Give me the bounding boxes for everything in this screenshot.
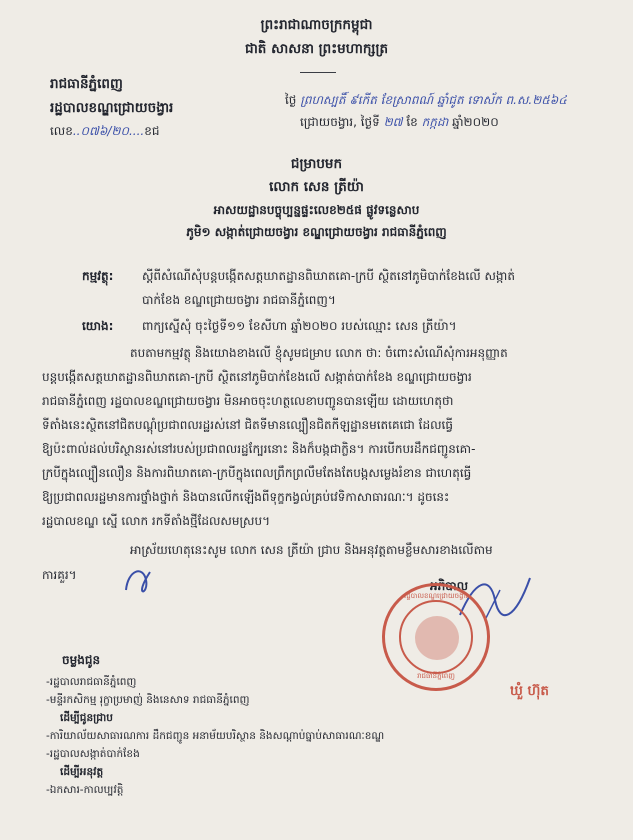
cc-for-action-heading: ដើម្បីអនុវត្ត [60,766,104,778]
body-line: រដ្ឋបាលខណ្ឌ ស្នើ លោក រកទីតាំងថ្មីដែលសមស្រប។ [42,514,271,528]
recipient-address-2: ភូមិ១ សង្កាត់ជ្រោយចង្វារ ខណ្ឌជ្រោយចង្វារ រាជធានីភ្នំពេញ [186,225,447,239]
cc-heading: ចម្លងជូន [62,653,101,667]
seal-top-text: រដ្ឋបាលខណ្ឌជ្រោយចង្វារ [404,592,468,600]
closing-line-2: ការគួរ។ [42,568,77,582]
body-line: ក្របីក្នុងល្បឿនលឿន និងការពិឃាតគោ-ក្របីក្នុងពេលព្រឹកព្រលឹមតែងតែបង្កសម្លេងរំខាន ជាហេតុធ្វើ [42,466,472,480]
body-line: រាជធានីភ្នំពេញ រដ្ឋបាលខណ្ឌជ្រោយចង្វារ មិនអាចចុះហត្ថលេខាបញ្ជូនបានឡើយ ដោយហេតុថា [42,394,454,408]
closing-line-1: អាស្រ័យហេតុនេះសូម លោក សេន ត្រីយ៉ា ជ្រាប និងអនុវត្តតាមខ្លឹមសារខាងលើតាម [130,543,493,557]
reference-label: យោង: [82,319,114,333]
cc-item: -រដ្ឋបាលរាជធានីភ្នំពេញ [46,676,137,688]
signatory-name: ឃួំ ហ៊ុត [510,683,549,699]
body-line: ឱ្យប្រជាពលរដ្ឋមានការថ្នាំងថ្នាក់ និងបានលើកឡើងពីទុក្ខកង្វល់គ្រប់វេទិកាសាធារណៈ។ ដូចនេះ [42,490,450,504]
cc-item: -ឯកសារ-កាលប្បវត្តិ [46,784,124,796]
subject-line-1: ស្ដីពីសំណើសុំបន្តបង្កើតសត្តឃាតដ្ឋានពិឃាតគោ-ក្របី ស្ថិតនៅភូមិបាក់ខែងលើ សង្កាត់ [142,269,515,283]
national-motto: ជាតិ សាសនា ព្រះមហាក្សត្រ [244,41,389,57]
body-line: បន្តបង្កើតសត្តឃាតដ្ឋានពិឃាតគោ-ក្របី ស្ថិតនៅភូមិបាក់ខែងលើ សង្កាត់បាក់ខែង ខណ្ឌជ្រោយចង្វារ [42,370,472,384]
authority-name: រាជធានីភ្នំពេញ [50,76,123,92]
official-seal [382,583,490,691]
recipient-address-1: អាសយដ្ឋានបច្ចុប្បន្នផ្ទះលេខ២៥ផ ផ្លូវទន្លេសាប [213,203,420,217]
subject-line-2: បាក់ខែង ខណ្ឌជ្រោយចង្វារ រាជធានីភ្នំពេញ។ [142,293,336,307]
kingdom-title: ព្រះរាជាណាចក្រកម្ពុជា [260,17,373,33]
lunar-date: ថ្ងៃ ព្រហស្បតិ៍ ៩កើត ខែស្រាពណ៍ ឆ្នាំជូត ទោស័ក ព.ស.២៥៦៤ [285,93,567,107]
signatory-title: អភិបាល [430,579,469,593]
subject-label: កម្មវត្ថុ: [82,269,114,283]
reference-number: លេខ..០៧៦/២០....ខជ [50,124,160,138]
cc-item: -មន្ទីរកសិកម្ម រុក្ខាប្រមាញ់ និងនេសាទ រាជធានីភ្នំពេញ [46,694,250,706]
initial-mark [118,560,158,600]
body-line: តបតាមកម្មវត្ថុ និងយោងខាងលើ ខ្ញុំសូមជម្រាប លោក ថា: ចំពោះសំណើសុំការអនុញ្ញាត [130,346,508,360]
district-admin-name: រដ្ឋបាលខណ្ឌជ្រោយចង្វារ [50,100,174,116]
body-line: ទីតាំងនេះស្ថិតនៅជិតបណ្ដុំប្រជាពលរដ្ឋរស់នៅ ជិតទីមានល្បឿនជិតកីឡដ្ឋានមតេគេជោ ដែលធ្វើ [42,418,453,432]
solar-date: ជ្រោយចង្វារ, ថ្ងៃទី ២៧ ខែ កក្កដា ឆ្នាំ២០២០ [300,115,499,129]
cc-for-info-heading: ដើម្បីជូនជ្រាប [60,712,113,724]
cc-item: -រដ្ឋបាលសង្កាត់បាក់ខែង [46,748,140,760]
reference-text: ពាក្យស្នើសុំ ចុះថ្ងៃទី១១ ខែសីហា ឆ្នាំ២០២០ របស់ឈ្មោះ សេន ត្រីយ៉ា។ [142,319,457,333]
cc-item: -ការិយាល័យសាធារណការ ដឹកជញ្ជូន អនាម័យបរិស្ថាន និងសណ្តាប់ធ្នាប់សាធារណៈខណ្ឌ [46,730,385,742]
to-label: ជម្រាបមក [290,156,343,172]
seal-bottom-text: រាជធានីភ្នំពេញ [417,672,455,680]
motto-divider [300,72,336,73]
recipient-name: លោក សេន ត្រីយ៉ា [269,179,364,195]
body-line: ឱ្យប៉ះពាល់ដល់បរិស្ថានរស់នៅរបស់ប្រជាពលរដ្ឋក្បែរនោះ និងក៏បង្កជាក្លិន។ ការបើកបរដឹកជញ្ជូនគោ- [42,442,476,456]
